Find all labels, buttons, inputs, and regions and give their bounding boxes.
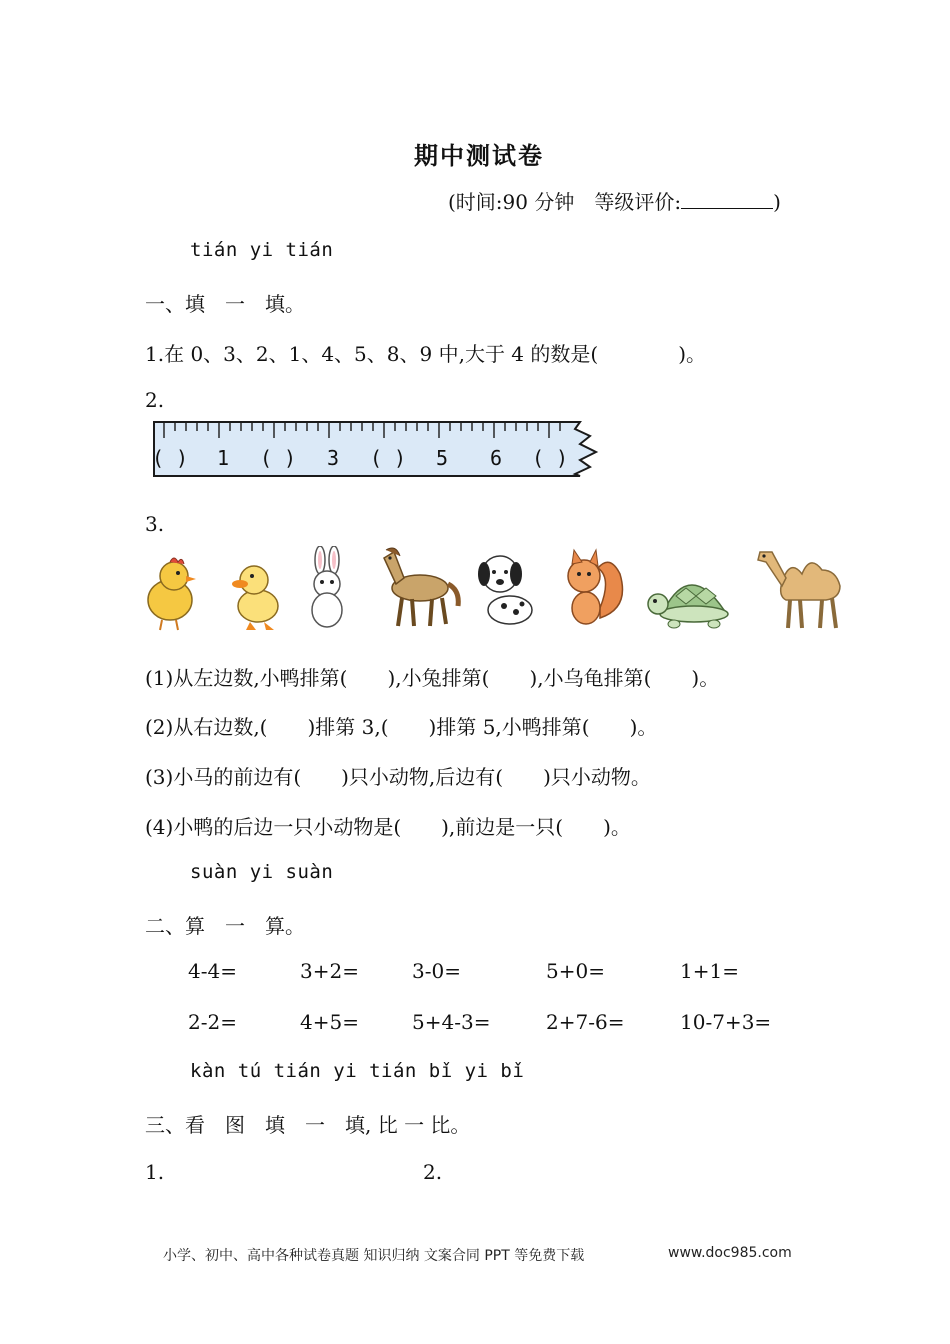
question-3-label: 3.	[145, 512, 165, 536]
ruler-label: ( )	[151, 446, 189, 470]
chick-icon	[140, 552, 202, 632]
section3-item-2: 2.	[423, 1160, 443, 1184]
exam-meta-text: (时间:90 分钟 等级评价:	[448, 190, 682, 214]
ruler-figure	[150, 420, 600, 480]
question-1: 1.在 0、3、2、1、4、5、8、9 中,大于 4 的数是( )。	[145, 342, 706, 366]
ruler-label: 1	[216, 446, 230, 470]
exam-meta-close: )	[773, 190, 781, 214]
grade-blank[interactable]	[681, 188, 773, 209]
calc-item: 5+4-3=	[412, 1010, 491, 1034]
ruler-label: 3	[326, 446, 340, 470]
ruler-label: 5	[435, 446, 449, 470]
question-3-4: (4)小鸭的后边一只小动物是( ),前边是一只( )。	[145, 815, 631, 839]
ruler-label: ( )	[369, 446, 407, 470]
camel-icon	[752, 542, 856, 630]
section2-heading: 二、算 一 算。	[145, 914, 305, 938]
calc-item: 4+5=	[300, 1010, 359, 1034]
section3-pinyin: kàn tú tián yi tián bǐ yi bǐ	[190, 1060, 525, 1082]
calc-item: 4-4=	[188, 959, 237, 983]
page-title: 期中测试卷	[414, 141, 544, 170]
footer-text: 小学、初中、高中各种试卷真题 知识归纳 文案合同 PPT 等免费下载	[163, 1248, 585, 1264]
calc-item: 2-2=	[188, 1010, 237, 1034]
ruler-label: ( )	[259, 446, 297, 470]
turtle-icon	[646, 566, 736, 632]
dalmatian-icon	[470, 550, 540, 634]
calc-item: 3+2=	[300, 959, 359, 983]
squirrel-icon	[560, 548, 626, 632]
calc-item: 5+0=	[546, 959, 605, 983]
calc-item: 1+1=	[680, 959, 739, 983]
animals-row	[140, 542, 860, 634]
calc-item: 10-7+3=	[680, 1010, 772, 1034]
question-2-label: 2.	[145, 388, 165, 412]
question-3-3: (3)小马的前边有( )只小动物,后边有( )只小动物。	[145, 765, 651, 789]
calc-row-2	[0, 1010, 950, 1036]
section1-heading: 一、填 一 填。	[145, 292, 305, 316]
question-3-2: (2)从右边数,( )排第 3,( )排第 5,小鸭排第( )。	[145, 715, 658, 739]
ruler-label: ( )	[531, 446, 569, 470]
calc-row-1	[0, 959, 950, 985]
calc-item: 3-0=	[412, 959, 461, 983]
section3-item-1: 1.	[145, 1160, 165, 1184]
duck-icon	[228, 554, 284, 634]
question-3-1: (1)从左边数,小鸭排第( ),小兔排第( ),小乌龟排第( )。	[145, 666, 720, 690]
section3-heading: 三、看 图 填 一 填, 比 一 比。	[145, 1113, 471, 1137]
rabbit-icon	[302, 546, 352, 632]
footer-link[interactable]: www.doc985.com	[668, 1245, 792, 1261]
section1-pinyin: tián yi tián	[190, 239, 334, 261]
calc-item: 2+7-6=	[546, 1010, 625, 1034]
horse-icon	[372, 544, 462, 630]
section2-pinyin: suàn yi suàn	[190, 861, 334, 883]
exam-meta	[448, 186, 781, 215]
ruler-label: 6	[489, 446, 503, 470]
